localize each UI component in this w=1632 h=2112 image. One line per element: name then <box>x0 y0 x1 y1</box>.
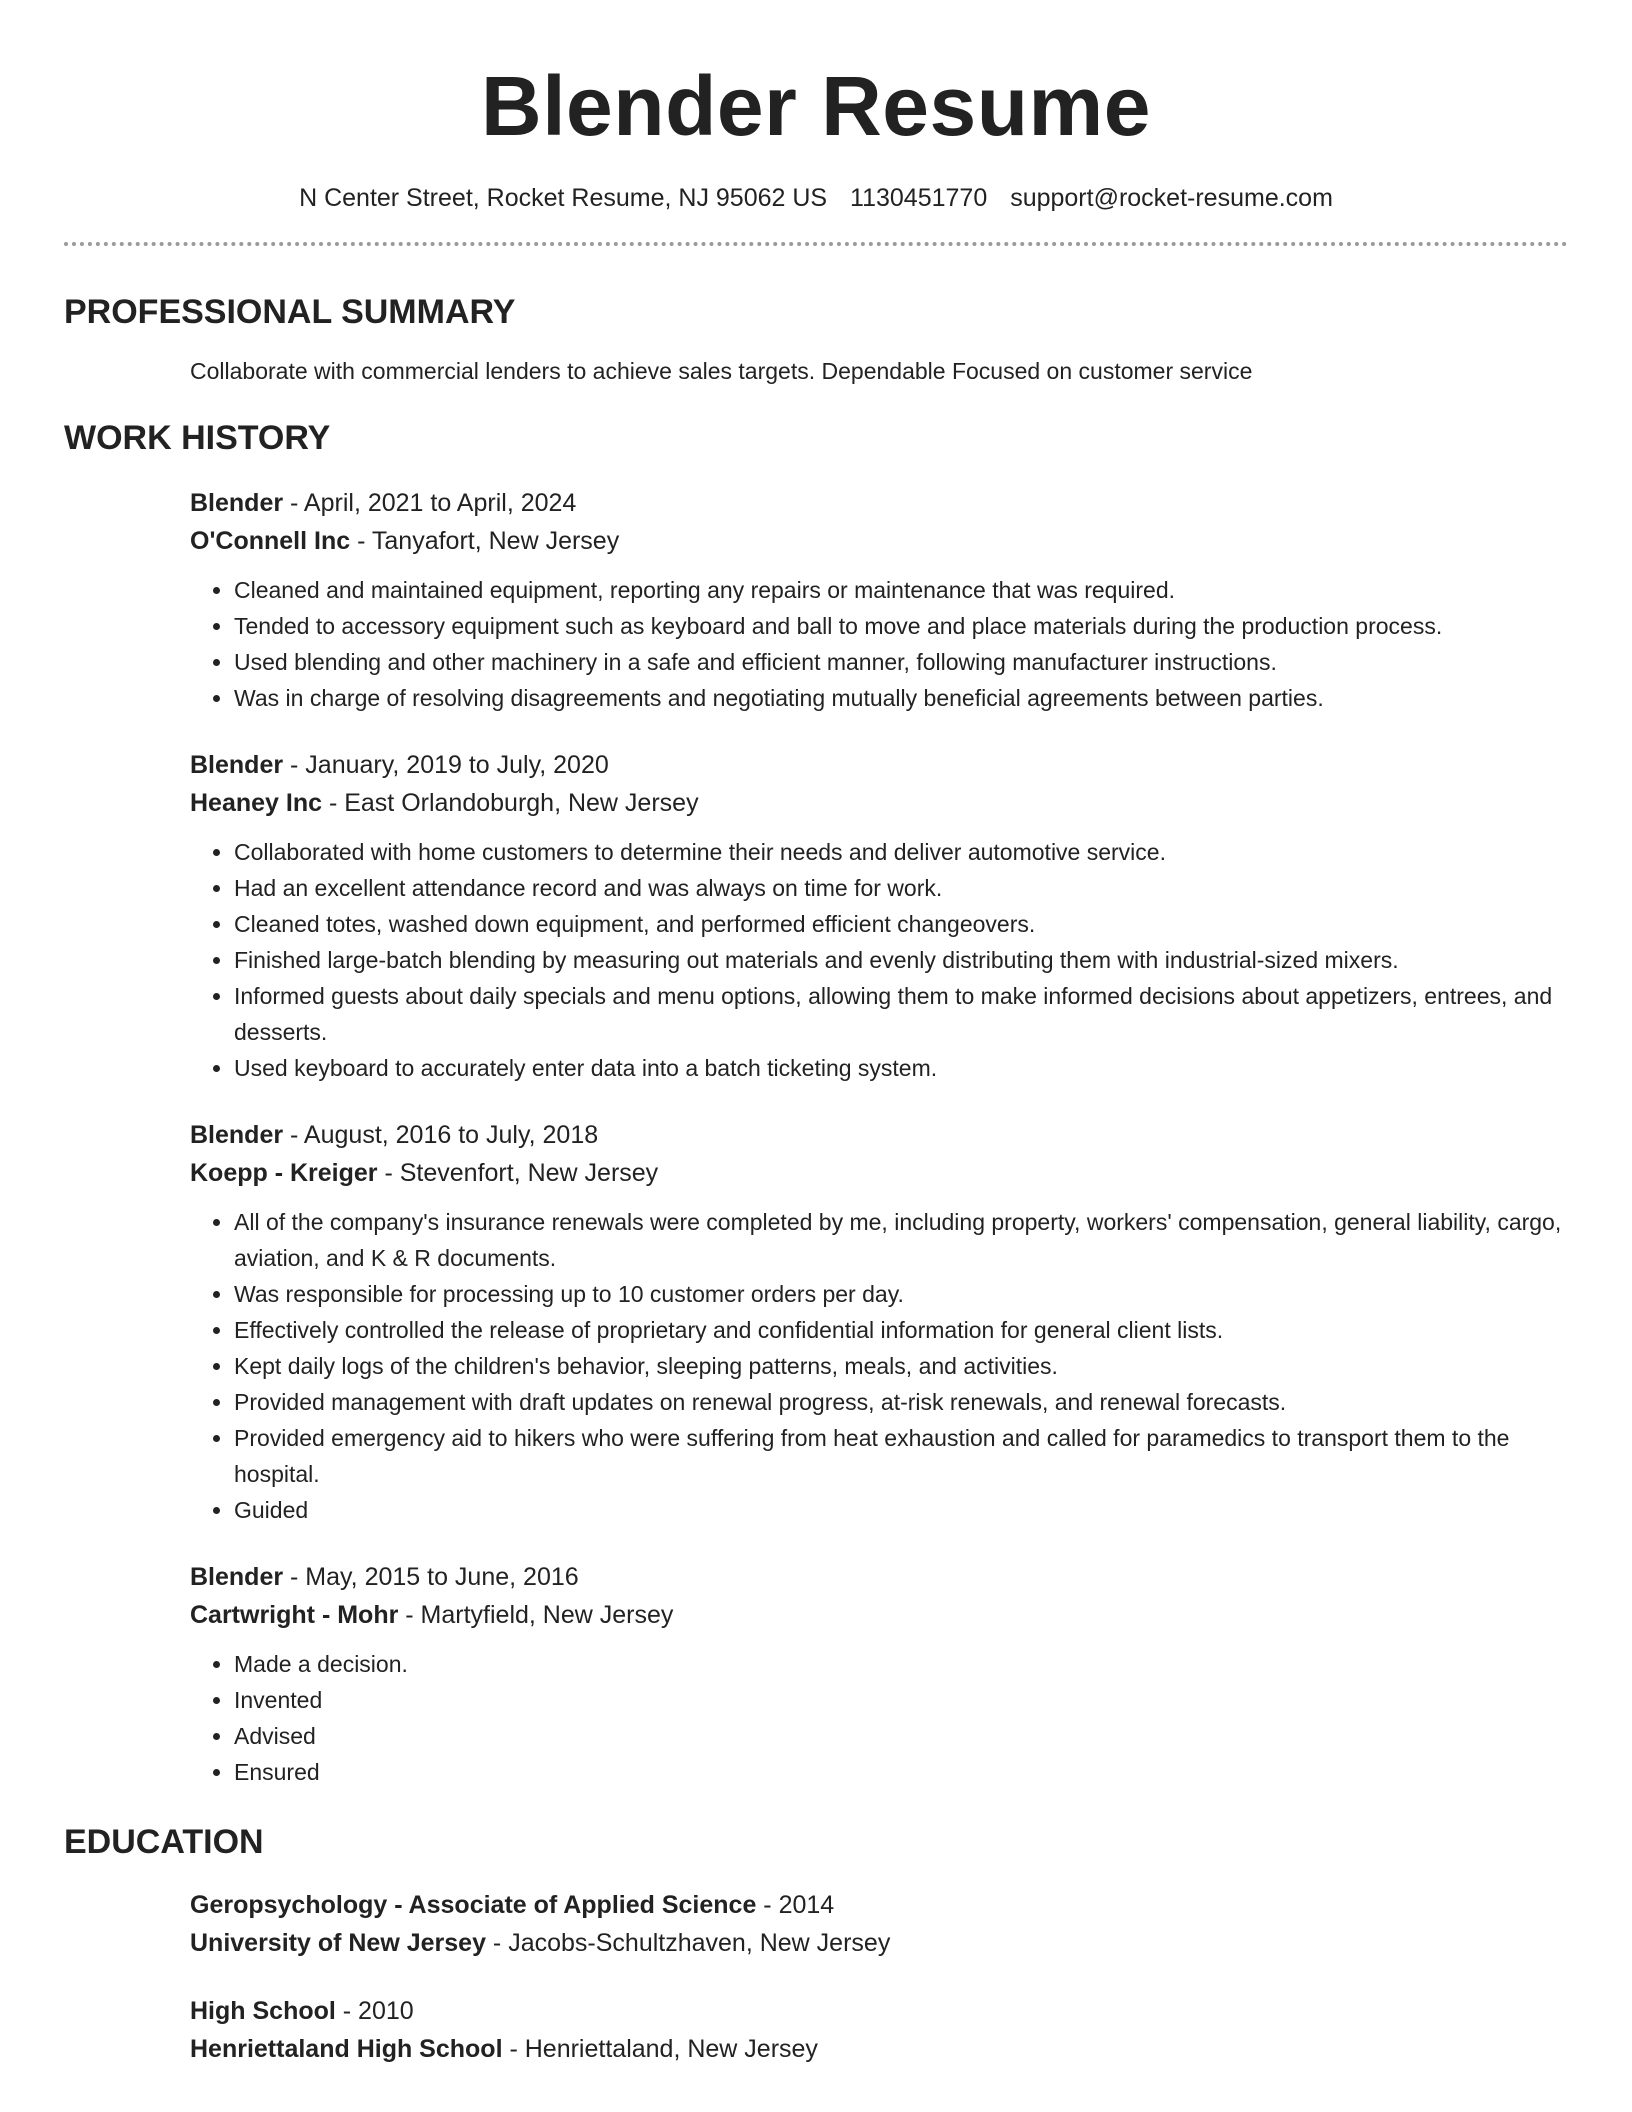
job-dates: - August, 2016 to July, 2018 <box>283 1121 599 1149</box>
job-entry <box>190 746 1568 1086</box>
bullet-item: • Cleaned and maintained equipment, reporting any repairs or maintenance that was required. <box>234 572 1568 608</box>
summary-text: Collaborate with commercial lenders to achieve sales targets. Dependable Focused on customer service <box>190 358 1253 384</box>
job-bullets <box>190 1204 1568 1528</box>
education-school: Henriettaland High School <box>190 2035 503 2063</box>
job-location: - Stevenfort, New Jersey <box>377 1159 659 1187</box>
job-role-line <box>190 484 1568 522</box>
education-location: - Henriettaland, New Jersey <box>502 2035 818 2063</box>
bullet-item: • Advised <box>234 1718 1568 1754</box>
bullet-item: • Finished large-batch blending by measuring out materials and evenly distributing them with industrial-sized mixers. <box>234 942 1568 978</box>
job-company-line <box>190 1596 1568 1634</box>
job-company: Cartwright - Mohr <box>190 1601 399 1629</box>
education-degree: High School <box>190 1997 336 2025</box>
job-entry <box>190 1116 1568 1528</box>
bullet-item: • Guided <box>234 1492 1568 1528</box>
job-bullets <box>190 834 1568 1086</box>
bullet-item: • Effectively controlled the release of proprietary and confidential information for general client lists. <box>234 1312 1568 1348</box>
job-role: Blender <box>190 1563 284 1591</box>
job-role: Blender <box>190 1121 284 1149</box>
bullet-item: • Cleaned totes, washed down equipment, and performed efficient changeovers. <box>234 906 1568 942</box>
bullet-item: • Provided management with draft updates on renewal progress, at-risk renewals, and renewal forecasts. <box>234 1384 1568 1420</box>
bullet-item: • Tended to accessory equipment such as keyboard and ball to move and place materials during the production process. <box>234 608 1568 644</box>
header-divider <box>64 242 1568 246</box>
job-entry <box>190 1558 1568 1790</box>
job-company: O'Connell Inc <box>190 527 351 555</box>
job-company: Koepp - Kreiger <box>190 1159 378 1187</box>
job-bullets <box>190 572 1568 716</box>
job-role-line <box>190 746 1568 784</box>
bullet-item: • Provided emergency aid to hikers who were suffering from heat exhaustion and called for paramedics to transport them to the hospital. <box>234 1420 1568 1492</box>
job-company-line <box>190 1154 1568 1192</box>
job-entry <box>190 484 1568 716</box>
education-degree-line <box>190 1992 1568 2030</box>
bullet-item: • All of the company's insurance renewals were completed by me, including property, workers' compensation, general liability, cargo, aviation, and K & R documents. <box>234 1204 1568 1276</box>
contact-email: support@rocket-resume.com <box>1010 184 1333 212</box>
education-degree-line <box>190 1886 1568 1924</box>
bullet-item: • Used blending and other machinery in a safe and efficient manner, following manufacturer instructions. <box>234 644 1568 680</box>
job-location: - East Orlandoburgh, New Jersey <box>322 789 699 817</box>
job-bullets <box>190 1646 1568 1790</box>
job-dates: - January, 2019 to July, 2020 <box>283 751 609 779</box>
education-year: - 2014 <box>756 1891 835 1919</box>
resume-name: Blender Resume <box>481 59 1151 153</box>
education-entry <box>190 1886 1568 1962</box>
job-location: - Martyfield, New Jersey <box>398 1601 674 1629</box>
bullet-item: • Collaborated with home customers to determine their needs and deliver automotive service. <box>234 834 1568 870</box>
job-dates: - April, 2021 to April, 2024 <box>283 489 577 517</box>
contact-line <box>64 182 1568 214</box>
education-location: - Jacobs-Schultzhaven, New Jersey <box>485 1929 891 1957</box>
job-company-line <box>190 522 1568 560</box>
contact-phone: 1130451770 <box>850 184 988 212</box>
job-role-line <box>190 1116 1568 1154</box>
job-role: Blender <box>190 489 284 517</box>
job-location: - Tanyafort, New Jersey <box>350 527 620 555</box>
education-school: University of New Jersey <box>190 1929 486 1957</box>
bullet-item: • Used keyboard to accurately enter data into a batch ticketing system. <box>234 1050 1568 1086</box>
contact-address: N Center Street, Rocket Resume, NJ 95062 US <box>299 184 828 212</box>
job-company-line <box>190 784 1568 822</box>
bullet-item: • Kept daily logs of the children's behavior, sleeping patterns, meals, and activities. <box>234 1348 1568 1384</box>
job-role: Blender <box>190 751 284 779</box>
work-history-heading: WORK HISTORY <box>64 419 331 457</box>
bullet-item: • Was responsible for processing up to 10 customer orders per day. <box>234 1276 1568 1312</box>
bullet-item: • Informed guests about daily specials and menu options, allowing them to make informed decisions about appetizers, entrees, and desserts. <box>234 978 1568 1050</box>
bullet-item: • Made a decision. <box>234 1646 1568 1682</box>
job-dates: - May, 2015 to June, 2016 <box>283 1563 579 1591</box>
education-heading: EDUCATION <box>64 1823 264 1861</box>
bullet-item: • Invented <box>234 1682 1568 1718</box>
education-year: - 2010 <box>335 1997 414 2025</box>
job-company: Heaney Inc <box>190 789 323 817</box>
bullet-item: • Had an excellent attendance record and was always on time for work. <box>234 870 1568 906</box>
education-school-line <box>190 2030 1568 2068</box>
summary-heading: PROFESSIONAL SUMMARY <box>64 293 516 331</box>
education-degree: Geropsychology - Associate of Applied Science <box>190 1891 757 1919</box>
job-role-line <box>190 1558 1568 1596</box>
bullet-item: • Was in charge of resolving disagreements and negotiating mutually beneficial agreements between parties. <box>234 680 1568 716</box>
education-entry <box>190 1992 1568 2068</box>
education-school-line <box>190 1924 1568 1962</box>
resume-page <box>64 0 1568 2068</box>
bullet-item: • Ensured <box>234 1754 1568 1790</box>
